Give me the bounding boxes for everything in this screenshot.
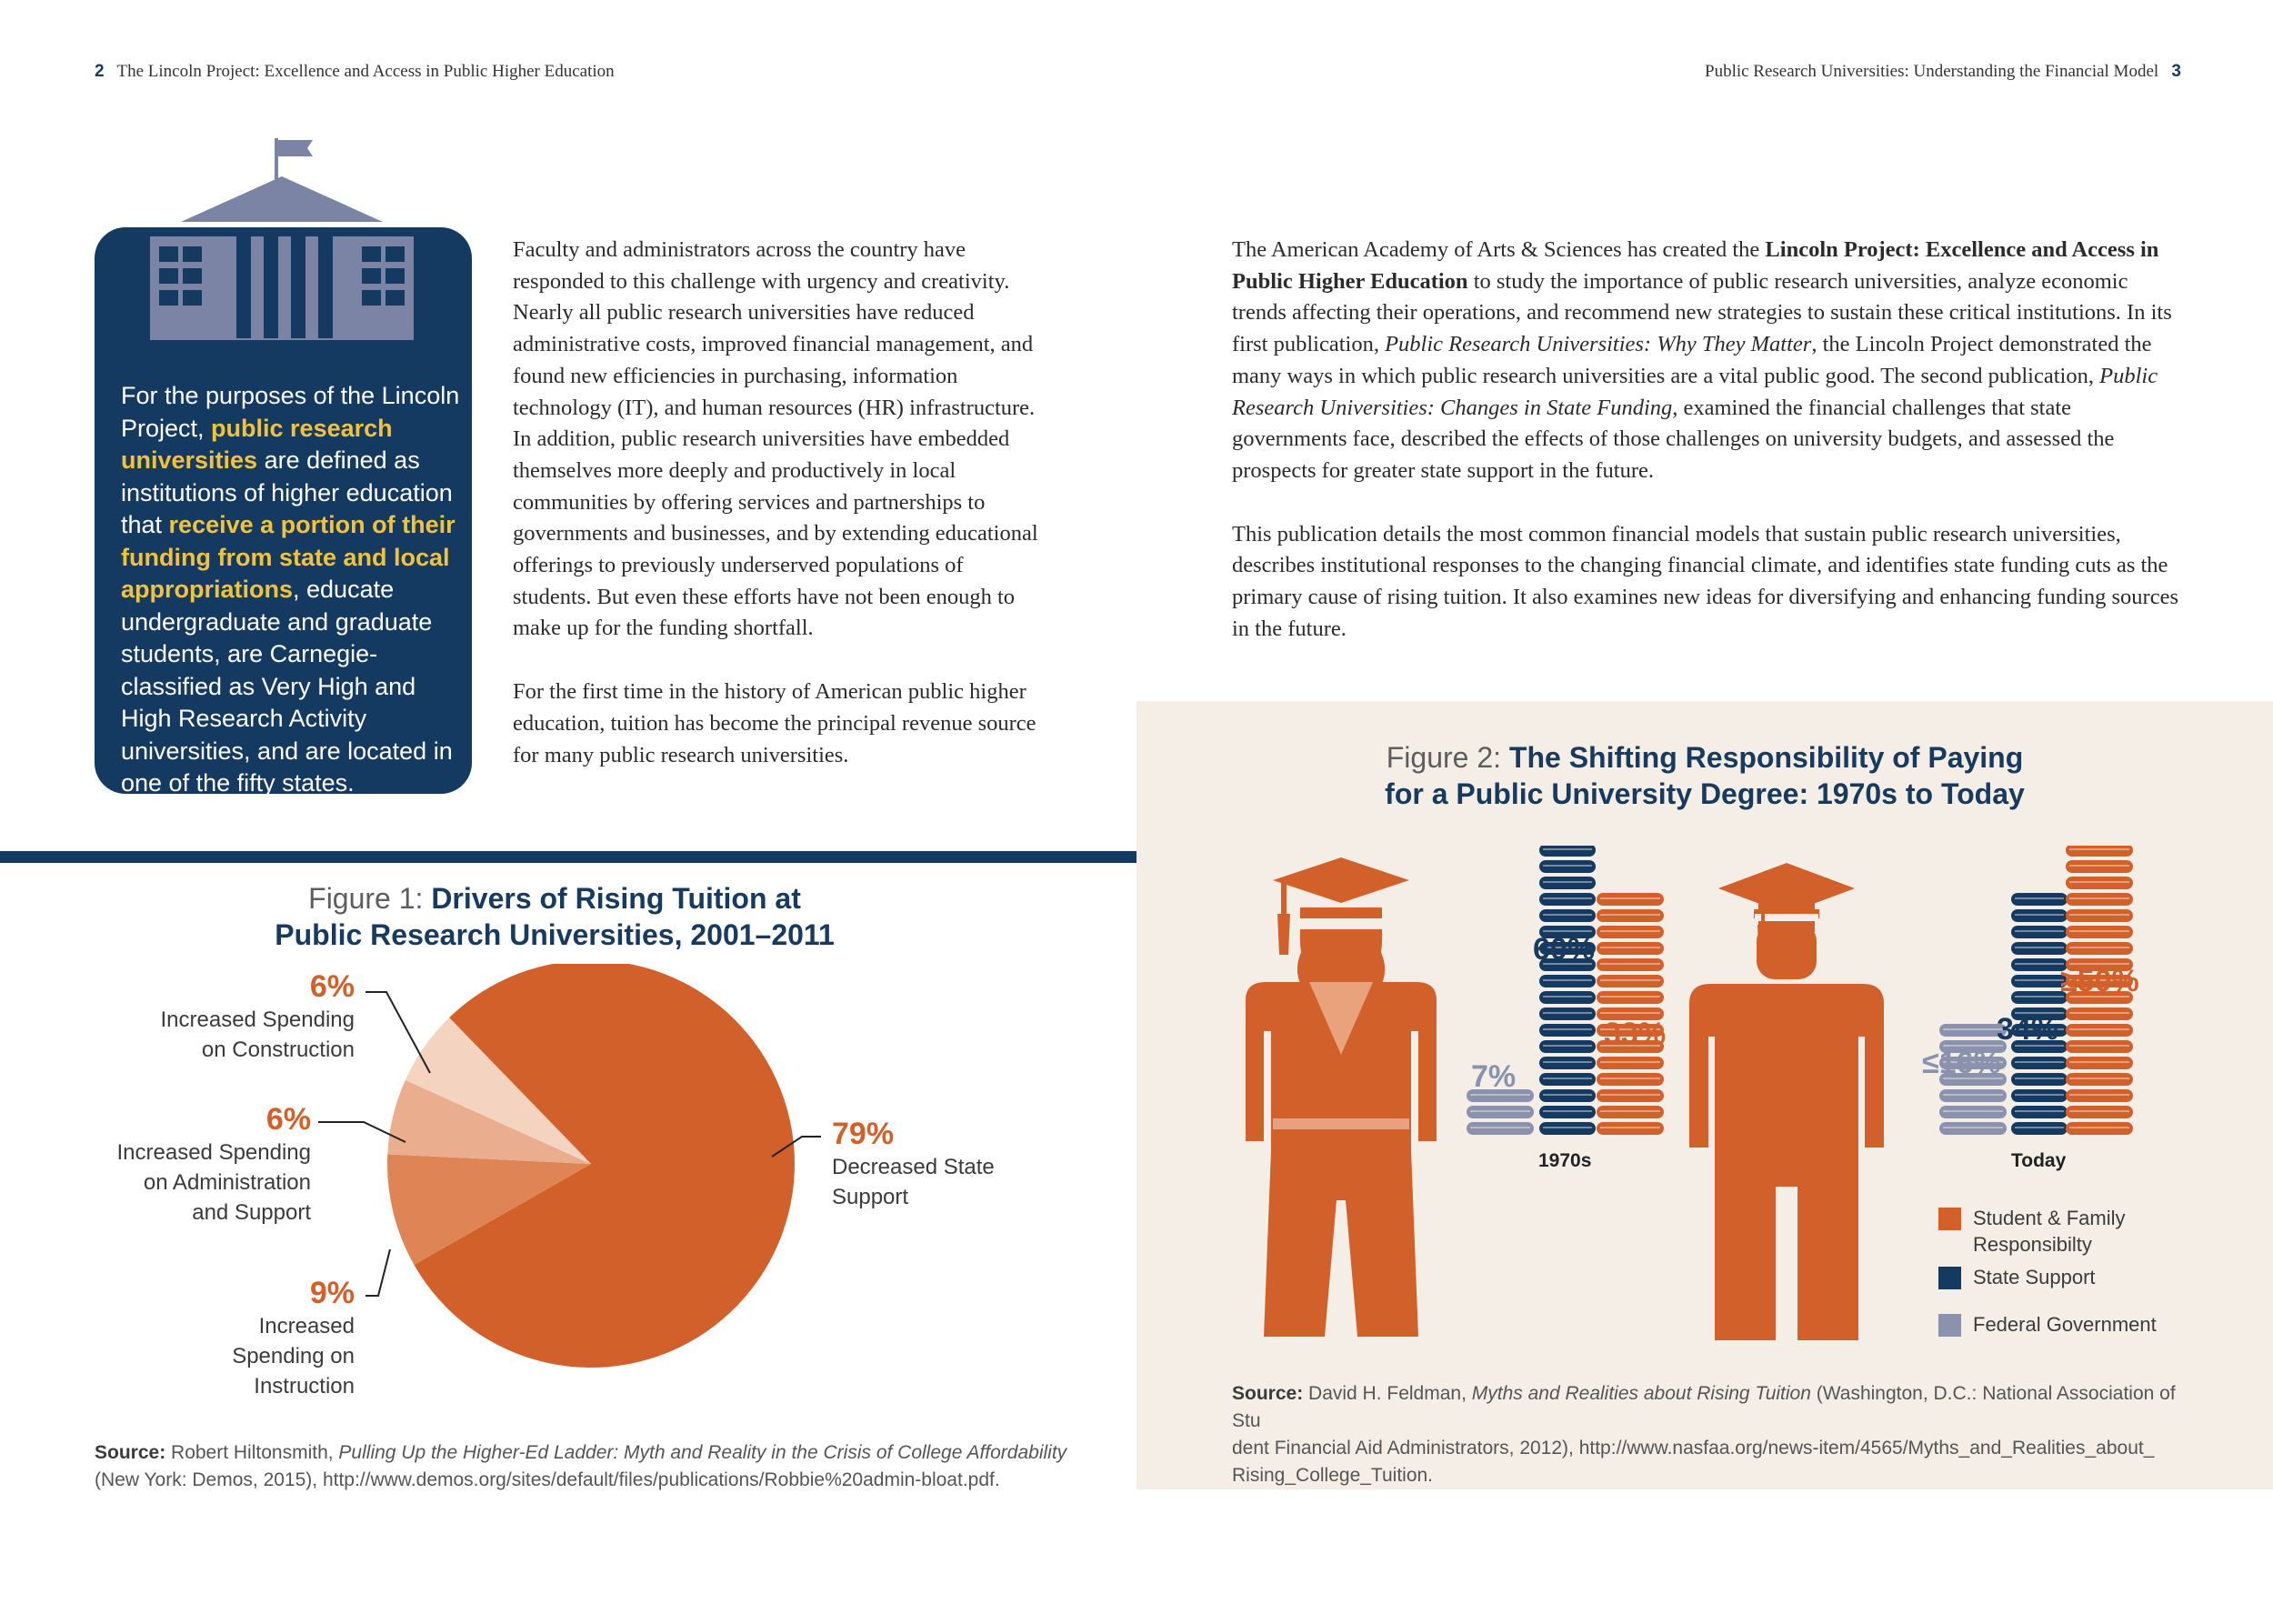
admin-percent: 6% (265, 1102, 311, 1137)
figure2-legend (1938, 1205, 2175, 1348)
coin-highlight (2015, 897, 2064, 899)
callout-definition-text: For the purposes of the Lincoln Project, public research universities are defined as institutions of higher education that receive a portion of their funding from state and local appropriations, educate undergraduate and graduate students, are Carnegie-classified as Very High and High Research Activity universities, and are located in one of the fifty states. (121, 382, 460, 797)
coin-highlight (2015, 930, 2064, 932)
instruction-label: 9% Increased Spending on Instruction (232, 1276, 355, 1398)
coin-highlight (1600, 897, 1660, 899)
coin-highlight (1943, 1094, 2003, 1096)
coin-highlight (2015, 1078, 2064, 1079)
coin-highlight (1600, 947, 1660, 948)
coin-highlight (1600, 1127, 1660, 1128)
university-building-icon (132, 135, 432, 346)
coin-highlight (1543, 979, 1592, 981)
coin-highlight (2069, 1094, 2129, 1096)
coin-highlight (2069, 1110, 2129, 1112)
coin-highlight (2015, 1061, 2064, 1063)
coin-highlight (1943, 1110, 2003, 1112)
coin-highlight (1600, 1078, 1660, 1079)
coin-highlight (1543, 914, 1592, 916)
coin-highlight (1543, 1045, 1592, 1047)
coin-highlight (1543, 1012, 1592, 1014)
coin-highlight (2069, 1045, 2129, 1047)
left-paragraph-1: Faculty and administrators across the country have responded to this challenge with urgency and creativity. Nearly all public research universities have reduced administrative costs, improved financial management, and found new efficiencies in purchasing, information technology (IT), and human resources (HR) infrastructure. In addition, public research universities have embedded themselves more deeply and productively in local communities by offering services and partnerships to governments and businesses, and by extending educational offerings to previously underserved populations of students. But even these efforts have not been enough to make up for the funding shortfall. (513, 237, 1038, 641)
right-page-header (1705, 62, 2181, 82)
coin-1970s-state-support (1539, 846, 1596, 857)
coin-highlight (1543, 897, 1592, 899)
coin-highlight (1543, 1078, 1592, 1079)
coin-highlight (2015, 979, 2064, 981)
era1-federal-percent: 7% (1471, 1059, 1517, 1094)
left-running-title: The Lincoln Project: Excellence and Access in Public Higher Education (116, 62, 615, 81)
highlight-public-research-universities: public research universities (121, 414, 393, 474)
coin-highlight (1943, 1127, 2003, 1128)
coin-highlight (2069, 930, 2129, 932)
era1-state-percent: 60% (1533, 932, 1596, 967)
left-body-text (513, 235, 1042, 771)
figure2-source: Source: David H. Feldman, Myths and Realities about Rising Tuition (Washington, D.C.: National Association of Stu dent Financial Aid Administrators, 2012), http://www.nasfaa.org/news-item/4565/Myths_and_Realities_about_ Rising_College_Tuition. (1232, 1383, 2176, 1486)
coin-highlight (2069, 848, 2129, 850)
legend-swatch-student (1938, 1208, 1961, 1230)
coin-highlight (1543, 1110, 1592, 1112)
coin-highlight (2015, 963, 2064, 965)
coin-highlight (1600, 996, 1660, 997)
right-running-title: Public Research Universities: Understanding the Financial Model (1705, 62, 2159, 81)
state-support-label: 79% Decreased State Support (832, 1117, 995, 1209)
coin-highlight (1600, 930, 1660, 932)
instruction-leader-line (365, 1249, 390, 1296)
figure1-source: Source: Robert Hiltonsmith, Pulling Up the Higher-Ed Ladder: Myth and Reality in the Crisis of College Affordability (New York: Demos, 2015), http://www.demos.org/sites/default/files/publications/Robbie%20admin-bloat.pdf. (95, 1442, 1067, 1490)
lincoln-project-name: Lincoln Project: Excellence and Access in Public Higher Education (1232, 237, 2159, 294)
coin-highlight (2015, 1127, 2064, 1128)
legend-item-federal: Federal Government (1938, 1311, 2175, 1348)
graduate-1970s-icon (1246, 857, 1437, 1337)
coin-highlight (2015, 1110, 2064, 1112)
coin-highlight (1600, 914, 1660, 916)
coin-highlight (1600, 1094, 1660, 1096)
coin-highlight (1543, 1127, 1592, 1128)
coin-highlight (1543, 1061, 1592, 1063)
coin-highlight (1600, 1110, 1660, 1112)
figure2-title: Figure 2: The Shifting Responsibility of Paying for a Public University Degree: 1970s to Today (1385, 741, 2025, 810)
coin-highlight (2069, 865, 2129, 867)
section-divider-rule (0, 851, 1138, 863)
left-paragraph-2: For the first time in the history of American public higher education, tuition has become the principal revenue source for many public research universities. (513, 679, 1036, 767)
era2-state-percent: 34% (1997, 1012, 2059, 1047)
right-page-number: 3 (2171, 62, 2181, 81)
era2-label: Today (2011, 1150, 2067, 1171)
coin-highlight (2069, 881, 2129, 883)
era2-federal-percent: ≤16% (1922, 1046, 2001, 1080)
coin-highlight (2015, 996, 2064, 997)
admin-label: 6% Increased Spending on Administration and Support (116, 1102, 311, 1225)
coin-highlight (1470, 1127, 1530, 1128)
left-page-header (95, 62, 615, 82)
graduate-today-icon (1689, 863, 1884, 1340)
figure1-title: Figure 1: Drivers of Rising Tuition at Public Research Universities, 2001–2011 (275, 882, 835, 951)
right-paragraph-1: The American Academy of Arts & Sciences has created the Lincoln Project: Excellence and Access in Public Higher Education to study the importance of public research universities, analyze economic trends affecting their operations, and recommend new strategies to sustain these critical institutions. In its first publication, Public Research Universities: Why They Matter, the Lincoln Project demonstrated the many ways in which public research universities are a vital public good. The second publication, Public Research Universities: Changes in State Funding, examined the financial challenges that state governments face, described the effects of those challenges on university budgets, and assessed the prospects for greater state support in the future. (1232, 237, 2172, 483)
coin-highlight (1543, 996, 1592, 997)
era1-student-percent: 33% (1604, 1017, 1667, 1051)
coin-highlight (2069, 1127, 2129, 1128)
state-support-percent: 79% (832, 1117, 895, 1151)
era2-student-percent: ≥50% (2060, 964, 2139, 998)
coin-highlight (2069, 897, 2129, 899)
coin-highlight (2069, 1028, 2129, 1030)
construction-label: 6% Increased Spending on Construction (160, 969, 355, 1062)
coin-highlight (1543, 881, 1592, 883)
coin-highlight (2069, 1012, 2129, 1014)
coin-highlight (1600, 1012, 1660, 1014)
coin-highlight (1600, 979, 1660, 981)
coin-highlight (1470, 1110, 1530, 1112)
era1-label: 1970s (1538, 1150, 1592, 1171)
coin-highlight (1943, 1028, 2003, 1030)
coin-highlight (2015, 914, 2064, 916)
coin-highlight (1600, 1061, 1660, 1063)
instruction-percent: 9% (309, 1276, 355, 1310)
coin-highlight (2015, 947, 2064, 948)
coin-highlight (1600, 963, 1660, 965)
construction-percent: 6% (309, 969, 355, 1004)
coin-highlight (2069, 1061, 2129, 1063)
coin-today-student-family-responsibilty (2066, 846, 2133, 857)
legend-item-student: Student & Family Responsibilty (1938, 1205, 2175, 1259)
left-page-number: 2 (95, 62, 105, 81)
coin-highlight (1543, 865, 1592, 867)
right-paragraph-2: This publication details the most common financial models that sustain public research universities, describes institutional responses to the changing financial climate, and identifies state funding cuts as the primary cause of rising tuition. It also examines new ideas for diversifying and enhancing funding sources in the future. (1232, 521, 2178, 641)
coin-highlight (2069, 947, 2129, 948)
coin-highlight (2069, 914, 2129, 916)
highlight-funding-sources: receive a portion of their funding from state and local appropriations (121, 511, 456, 603)
coin-highlight (1543, 1094, 1592, 1096)
coin-highlight (1543, 848, 1592, 850)
coin-highlight (2069, 1078, 2129, 1079)
legend-item-state: State Support (1938, 1264, 2175, 1311)
right-body-text (1232, 235, 2182, 645)
coin-highlight (1543, 1028, 1592, 1030)
legend-swatch-state (1938, 1267, 1961, 1289)
coin-highlight (2015, 1094, 2064, 1096)
legend-swatch-federal (1938, 1314, 1961, 1337)
